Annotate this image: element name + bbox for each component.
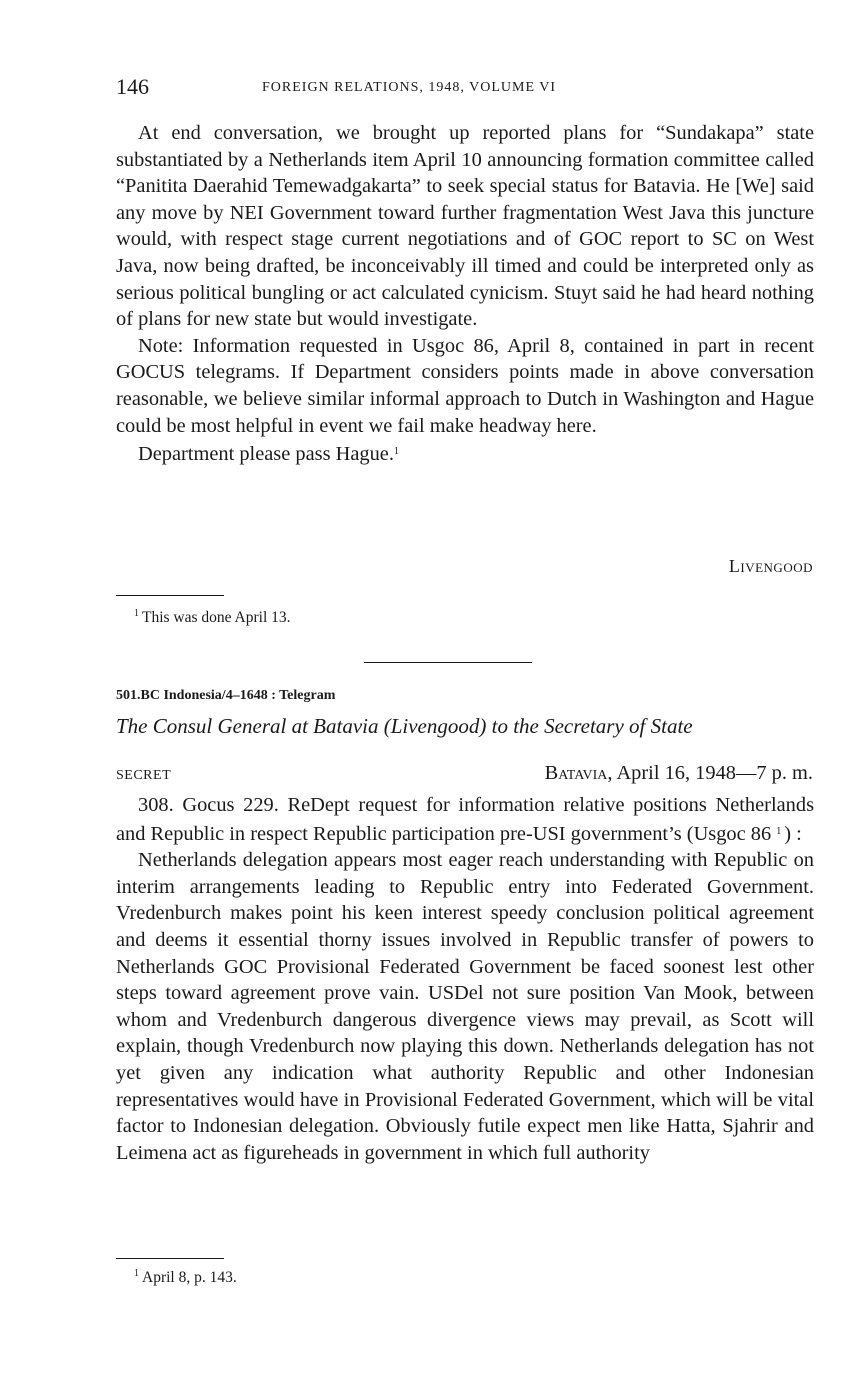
footnote-1 — [134, 608, 291, 627]
footnote-mark: 1 — [134, 608, 139, 619]
classification-label: SECRET — [116, 768, 172, 783]
opening-text: 308. Gocus 229. ReDept request for information relative positions Netherlands and Republic in respect Republic participation pre-USI government’s (Usgoc 86 — [116, 794, 814, 845]
footnote-text: This was done April 13. — [142, 609, 291, 626]
section-divider — [364, 662, 532, 663]
footnote-rule — [116, 595, 224, 596]
paragraph-telegram-body: Netherlands delegation appears most eager reach understanding with Republic on interim arrangements leading to Republic entry into Federated Government. Vredenburch makes point his keen interest speedy conclusion political agreement and deems it essential thorny issues involved in Republic transfer of powers to Netherlands GOC Provisional Federated Government be faced soonest lest other steps toward agreement prove vain. USDel not sure position Van Mook, between whom and Vredenburch dangerous divergence views may prevail, as Scott will explain, though Vredenburch now playing this down. Netherlands delegation has not yet given any indication what authority Republic and other Indonesian representatives would have in Provisional Federated Government, which will be vital factor to Indonesian delegation. Obviously futile expect men like Hatta, Sjahrir and Leimena act as figureheads in government in which full authority — [116, 849, 814, 1164]
footnote-rule-2 — [116, 1258, 224, 1259]
dateline — [545, 762, 813, 785]
signature: Livengood — [728, 556, 813, 576]
dateline-place: Batavia — [544, 762, 608, 784]
opening-text-end: ) : — [784, 822, 802, 845]
footnote-mark-2: 1 — [134, 1268, 139, 1279]
section1-text — [116, 120, 814, 468]
footnote-ref-2: 1 — [776, 825, 782, 837]
footnote-ref: 1 — [393, 446, 399, 458]
footnote-2 — [134, 1268, 237, 1287]
section2-text — [116, 792, 814, 1166]
paragraph-closing — [116, 439, 814, 468]
page-number: 146 — [116, 74, 149, 99]
dateline-date: , April 16, 1948—7 p. m. — [607, 762, 813, 784]
footnote-text-2: April 8, p. 143. — [142, 1269, 237, 1286]
closing-line: Department please pass Hague. — [138, 443, 394, 466]
paragraph-telegram-opening — [116, 792, 814, 847]
file-code: 501.BC Indonesia/4–1648 : Telegram — [116, 688, 336, 703]
running-head: FOREIGN RELATIONS, 1948, VOLUME VI — [262, 80, 557, 95]
paragraph-conversation: At end conversation, we brought up reported plans for “Sundakapa” state substantiated by a Netherlands item April 10 announcing formation committee called “Panitita Daerahid Temewadgakarta” to seek special status for Batavia. He [We] said any move by NEI Government toward further fragmentation West Java this juncture would, with respect stage current negotiations and of GOC report to SC on West Java, now being drafted, be inconceivably ill timed and could be interpreted only as serious political bungling or act calculated cynicism. Stuyt said he had heard nothing of plans for new state but would investigate. — [116, 122, 814, 331]
paragraph-note: Note: Information requested in Usgoc 86, April 8, contained in part in recent GOCUS telegrams. If Department considers points made in above conversation reasonable, we believe similar informal approach to Dutch in Washington and Hague could be most helpful in event we fail make headway here. — [116, 334, 814, 437]
page-header — [116, 74, 814, 104]
document-title: The Consul General at Batavia (Livengood) to the Secretary of State — [116, 714, 693, 738]
